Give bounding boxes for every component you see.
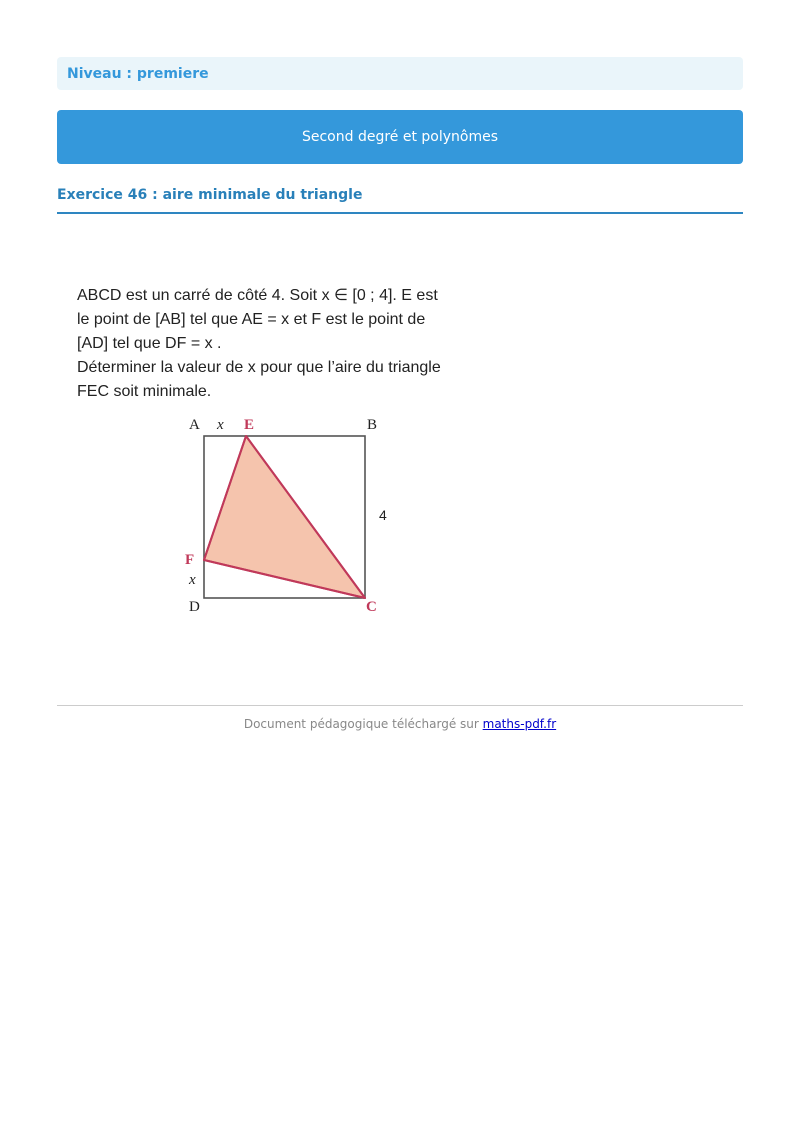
label-a: A (189, 417, 200, 433)
exercise-statement (77, 284, 497, 404)
label-e: E (244, 417, 255, 433)
label-d: D (189, 599, 200, 615)
label-x-top: x (217, 417, 224, 433)
label-c: C (366, 599, 377, 615)
footer-divider (57, 705, 743, 706)
triangle-fec (204, 436, 365, 598)
geometry-figure (176, 412, 396, 622)
statement-line: ABCD est un carré de côté 4. Soit x ∈ [0 ; 4]. E est (77, 287, 438, 304)
statement-line: le point de [AB] tel que AE = x et F est le point de (77, 311, 426, 328)
statement-line: [AD] tel que DF = x . (77, 335, 222, 352)
statement-line: Déterminer la valeur de x pour que l’aire du triangle (77, 359, 441, 376)
footer-link[interactable]: maths-pdf.fr (482, 717, 557, 731)
exercise-title-underline (57, 212, 743, 214)
label-x-left: x (189, 572, 196, 588)
label-f: F (185, 552, 195, 568)
chapter-title: Second degré et polynômes (301, 129, 499, 145)
footer-text: Document pédagogique téléchargé sur (243, 717, 483, 731)
label-side-length: 4 (379, 507, 387, 523)
footer (57, 717, 743, 731)
label-b: B (367, 417, 378, 433)
level-label: Niveau : premiere (67, 65, 209, 82)
chapter-banner (57, 110, 743, 164)
statement-line: FEC soit minimale. (77, 383, 212, 400)
exercise-title: Exercice 46 : aire minimale du triangle (57, 187, 363, 203)
level-banner (57, 57, 743, 90)
